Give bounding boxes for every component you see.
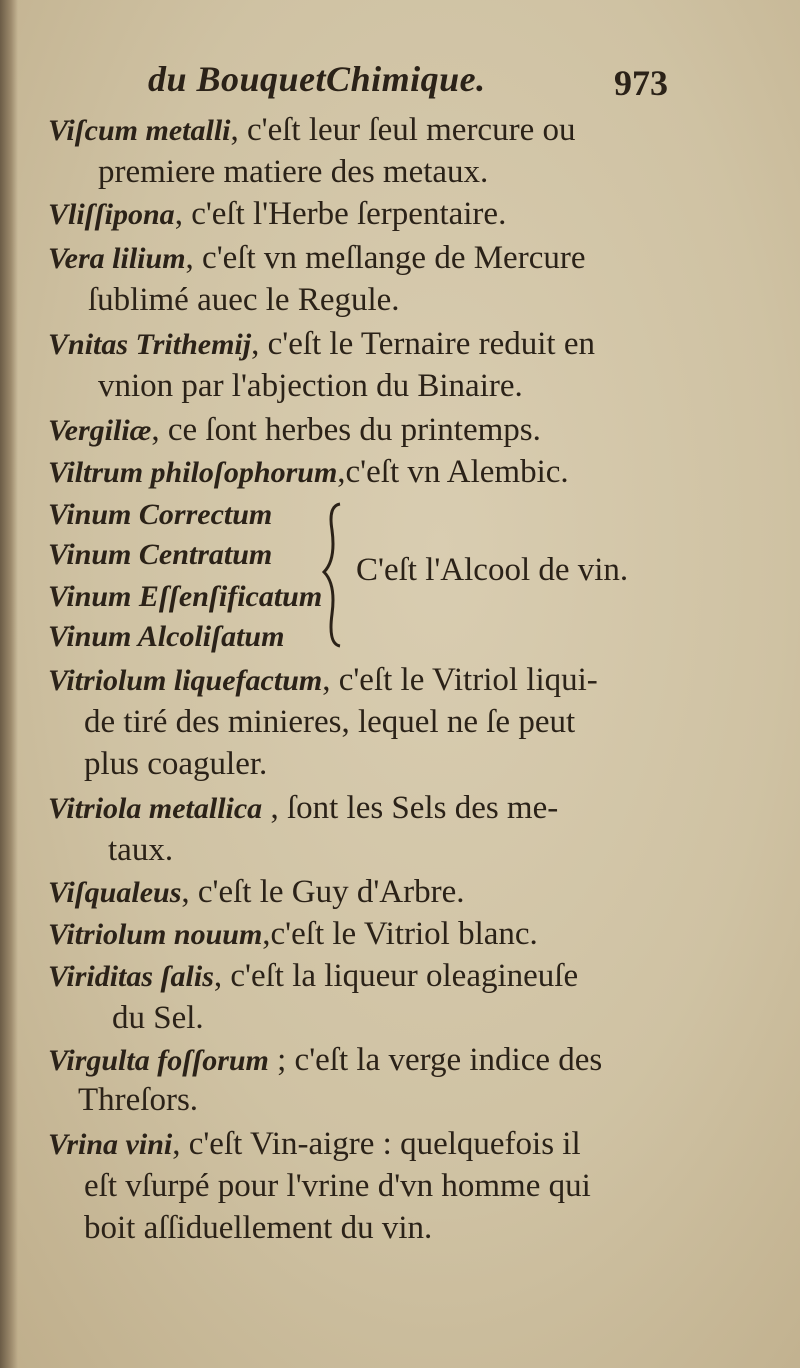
entry-line <box>48 534 272 575</box>
entry-line <box>48 452 569 493</box>
entry-definition: du Sel. <box>112 1000 204 1036</box>
entry-line <box>48 914 538 955</box>
entry-definition: premiere matiere des metaux. <box>98 154 489 190</box>
entry-line <box>48 872 465 913</box>
entry-definition: , c'eſt le Ternaire reduit en <box>251 326 595 362</box>
entry-term: Vliſſipona <box>48 198 175 231</box>
entry-line <box>98 152 488 193</box>
entry-definition: ,c'eſt vn Alembic. <box>337 454 569 490</box>
entry-line <box>48 1040 602 1081</box>
entry-term: Vera lilium <box>48 242 186 275</box>
entry-line <box>48 1124 581 1165</box>
entry-line <box>84 1166 591 1207</box>
entry-line <box>48 238 585 279</box>
entry-definition: boit aſſiduellement du vin. <box>84 1210 433 1246</box>
entry-definition: , ſont les Sels des me- <box>262 790 559 826</box>
entry-term: Viſqualeus <box>48 876 182 909</box>
entry-line <box>48 494 272 535</box>
entry-term: Vinum Alcoliſatum <box>48 620 285 653</box>
entry-definition: , c'eſt l'Herbe ſerpentaire. <box>174 196 507 232</box>
entry-term: Vitriolum liquefactum <box>48 664 323 697</box>
entry-definition: , c'eſt vn meſlange de Mercure <box>185 240 586 276</box>
page-gutter <box>0 0 18 1368</box>
entry-line <box>84 702 575 743</box>
entry-definition: vnion par l'abjection du Binaire. <box>98 368 523 404</box>
entry-line <box>84 1208 432 1249</box>
entry-line <box>48 616 284 657</box>
entry-term: Viſcum metalli <box>48 114 231 147</box>
brace-group-definition: C'eſt l'Alcool de vin. <box>356 552 629 588</box>
entry-line <box>98 366 523 407</box>
entry-definition: ,c'eſt le Vitriol blanc. <box>262 916 538 952</box>
entry-definition: taux. <box>108 832 174 868</box>
entry-definition: , ce ſont herbes du printemps. <box>151 412 541 448</box>
entry-term: Vergiliæ <box>48 414 152 447</box>
entry-definition: , c'eſt le Vitriol liqui- <box>322 662 598 698</box>
entry-line <box>48 660 598 701</box>
entry-line <box>108 830 173 871</box>
entry-term: Vnitas Trithemij <box>48 328 252 361</box>
entry-term: Vinum Eſſenſificatum <box>48 580 323 613</box>
entry-line <box>48 788 558 829</box>
page-number: 973 <box>614 63 668 103</box>
entry-definition: ſublimé auec le Regule. <box>88 282 400 318</box>
entry-line <box>48 576 322 617</box>
entry-term: Vitriolum nouum <box>48 918 263 951</box>
entry-term: Vitriola metallica <box>48 792 263 825</box>
entry-term: Vinum Centratum <box>48 538 273 571</box>
entry-term: Vrina vini <box>48 1128 173 1161</box>
entry-definition: ; c'eſt la verge indice des <box>268 1042 603 1078</box>
entry-definition: Threſors. <box>78 1082 199 1118</box>
entry-line <box>48 194 506 235</box>
entry-definition: , c'eſt leur ſeul mercure ou <box>230 112 576 148</box>
entry-term: Viltrum philoſophorum <box>48 456 338 489</box>
entry-line <box>78 1080 198 1121</box>
entry-definition: eſt vſurpé pour l'vrine d'vn homme qui <box>84 1168 591 1204</box>
entry-line <box>88 280 400 321</box>
entry-term: Vinum Correctum <box>48 498 273 531</box>
entry-definition: , c'eſt la liqueur oleagineuſe <box>213 958 579 994</box>
entry-definition: , c'eſt Vin-aigre : quelquefois il <box>172 1126 581 1162</box>
entry-line <box>48 410 541 451</box>
running-title: du BouquetChimique. <box>148 59 486 99</box>
curly-brace-icon <box>318 500 348 650</box>
entry-line <box>84 744 267 785</box>
entry-line <box>112 998 204 1039</box>
entry-definition: de tiré des minieres, lequel ne ſe peut <box>84 704 576 740</box>
entry-term: Viriditas ſalis <box>48 960 214 993</box>
page-header <box>148 58 668 108</box>
entry-line <box>48 110 575 151</box>
entry-line <box>48 324 595 365</box>
entry-term: Virgulta foſſorum <box>48 1044 269 1077</box>
entry-definition: , c'eſt le Guy d'Arbre. <box>181 874 465 910</box>
entry-line <box>48 956 578 997</box>
entry-definition: plus coaguler. <box>84 746 268 782</box>
